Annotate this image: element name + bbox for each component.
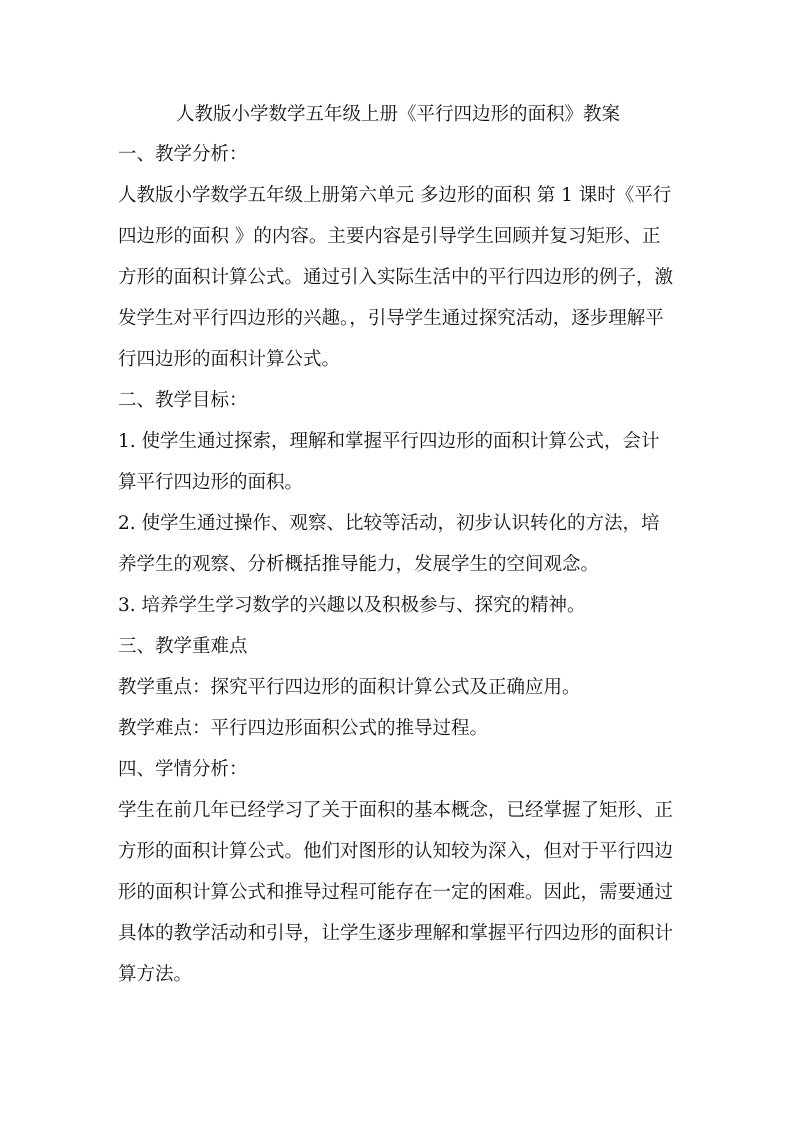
section-heading-goals: 二、教学目标：: [118, 390, 248, 411]
students-line: 形的面积计算公式和推导过程可能存在一定的困难。因此，需要通过: [118, 882, 674, 903]
analysis-paragraph: [118, 183, 678, 372]
goal-line: 算平行四边形的面积。: [118, 472, 304, 493]
goal-line: 2. 使学生通过操作、观察、比较等活动，初步认识转化的方法，培: [118, 513, 660, 534]
analysis-line: 发学生对平行四边形的兴趣。，引导学生通过探究活动，逐步理解平: [118, 308, 664, 329]
goal-line: 3. 培养学生学习数学的兴趣以及积极参与、探究的精神。: [118, 595, 586, 616]
teaching-focus: 教学重点：探究平行四边形的面积计算公式及正确应用。: [118, 677, 581, 698]
teaching-difficulty: 教学难点：平行四边形面积公式的推导过程。: [118, 718, 489, 739]
goal-line: 养学生的观察、分析概括推导能力，发展学生的空间观念。: [118, 554, 600, 575]
analysis-line: 行四边形的面积计算公式。: [118, 349, 341, 370]
students-line: 方形的面积计算公式。他们对图形的认知较为深入，但对于平行四边: [118, 841, 674, 862]
analysis-line: 四边形的面积 》的内容。主要内容是引导学生回顾并复习矩形、正: [118, 226, 661, 247]
section-heading-students: 四、学情分析：: [118, 759, 248, 780]
goal-item-2: [118, 511, 678, 577]
section-heading-analysis: 一、教学分析：: [118, 144, 248, 165]
students-line: 学生在前几年已经学习了关于面积的基本概念，已经掌握了矩形、正: [118, 800, 674, 821]
goal-item-3: [118, 593, 678, 618]
goal-line: 1. 使学生通过探索，理解和掌握平行四边形的面积计算公式，会计: [118, 431, 660, 452]
students-line: 算方法。: [118, 964, 193, 985]
analysis-line: 方形的面积计算公式。通过引入实际生活中的平行四边形的例子，激: [118, 267, 674, 288]
students-line: 具体的教学活动和引导，让学生逐步理解和掌握平行四边形的面积计: [118, 923, 674, 944]
goal-item-1: [118, 429, 678, 495]
document-title: 人教版小学数学五年级上册《平行四边形的面积》教案: [175, 104, 620, 125]
section-heading-keypoints: 三、教学重难点: [118, 636, 248, 657]
analysis-line: 人教版小学数学五年级上册第六单元 多边形的面积 第 1 课时《平行: [118, 185, 672, 206]
students-paragraph: [118, 798, 678, 987]
document-body: [118, 102, 678, 1003]
